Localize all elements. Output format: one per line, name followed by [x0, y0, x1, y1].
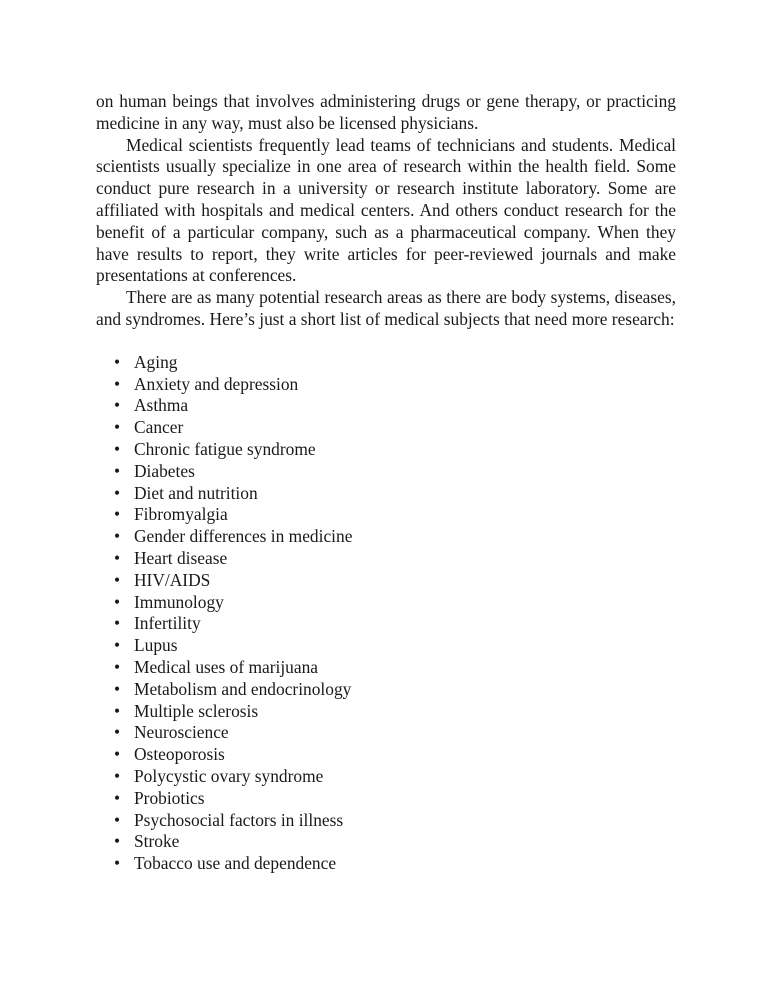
- paragraph-medical-scientists: Medical scientists frequently lead teams of technicians and students. Medical scientists usually specialize in one area of research within the health field. Some conduct pure research in a university or research institute laboratory. Some are affiliated with hospitals and medical centers. And others conduct research for the benefit of a particular company, such as a pharmaceutical company. When they have results to report, they write articles for peer-reviewed journals and make presentations at conferences.: [96, 134, 676, 286]
- list-item: [96, 613, 676, 635]
- paragraph-continuation: on human beings that involves administering drugs or gene therapy, or practicing medicine in any way, must also be licensed physicians.: [96, 91, 676, 133]
- list-item-label: Anxiety and depression: [134, 373, 299, 394]
- list-item: [96, 395, 676, 417]
- bullet-icon: •: [114, 547, 121, 568]
- list-item-label: Diet and nutrition: [134, 482, 258, 503]
- bullet-icon: •: [114, 744, 121, 765]
- list-item: [96, 439, 676, 461]
- list-item-label: Diabetes: [134, 460, 195, 481]
- list-item: [96, 592, 676, 614]
- list-item: [96, 853, 676, 875]
- list-item-label: Heart disease: [134, 547, 228, 568]
- list-item-label: Psychosocial factors in illness: [134, 809, 344, 830]
- list-item-label: Multiple sclerosis: [134, 700, 259, 721]
- bullet-icon: •: [114, 765, 121, 786]
- list-item-label: Osteoporosis: [134, 744, 225, 765]
- list-item: [96, 635, 676, 657]
- list-item-label: Medical uses of marijuana: [134, 656, 318, 677]
- research-subject-list: [96, 352, 676, 875]
- list-item-label: Polycystic ovary syndrome: [134, 765, 324, 786]
- bullet-icon: •: [114, 635, 121, 656]
- bullet-icon: •: [114, 656, 121, 677]
- list-item-label: Metabolism and endocrinology: [134, 678, 352, 699]
- bullet-icon: •: [114, 613, 121, 634]
- list-item: [96, 417, 676, 439]
- list-item: [96, 722, 676, 744]
- list-item: [96, 788, 676, 810]
- list-item: [96, 679, 676, 701]
- list-item-label: Stroke: [134, 831, 180, 852]
- bullet-icon: •: [114, 787, 121, 808]
- paragraph-research-areas: There are as many potential research areas as there are body systems, diseases, and syndromes. Here’s just a short list of medical subjects that need more research:: [96, 287, 676, 329]
- list-item: [96, 744, 676, 766]
- list-item: [96, 701, 676, 723]
- list-item-label: Lupus: [134, 635, 178, 656]
- list-item: [96, 374, 676, 396]
- bullet-icon: •: [114, 526, 121, 547]
- list-item-label: Aging: [134, 351, 178, 372]
- list-item: [96, 526, 676, 548]
- list-item: [96, 570, 676, 592]
- bullet-icon: •: [114, 591, 121, 612]
- bullet-icon: •: [114, 504, 121, 525]
- list-item-label: Tobacco use and dependence: [134, 853, 337, 874]
- bullet-icon: •: [114, 678, 121, 699]
- bullet-icon: •: [114, 438, 121, 459]
- bullet-icon: •: [114, 351, 121, 372]
- document-page: [96, 91, 676, 875]
- list-item-label: Infertility: [134, 613, 201, 634]
- bullet-icon: •: [114, 853, 121, 874]
- bullet-icon: •: [114, 417, 121, 438]
- list-item: [96, 483, 676, 505]
- list-item: [96, 461, 676, 483]
- list-item-label: Neuroscience: [134, 722, 229, 743]
- bullet-icon: •: [114, 482, 121, 503]
- list-item-label: Immunology: [134, 591, 224, 612]
- list-item-label: Gender differences in medicine: [134, 526, 353, 547]
- bullet-icon: •: [114, 395, 121, 416]
- bullet-icon: •: [114, 722, 121, 743]
- list-item-label: Fibromyalgia: [134, 504, 228, 525]
- list-item-label: Probiotics: [134, 787, 205, 808]
- list-item: [96, 766, 676, 788]
- list-item: [96, 504, 676, 526]
- list-item-label: Cancer: [134, 417, 184, 438]
- bullet-icon: •: [114, 831, 121, 852]
- bullet-icon: •: [114, 809, 121, 830]
- bullet-icon: •: [114, 460, 121, 481]
- bullet-icon: •: [114, 700, 121, 721]
- list-item-label: HIV/AIDS: [134, 569, 211, 590]
- list-item-label: Chronic fatigue syndrome: [134, 438, 316, 459]
- bullet-icon: •: [114, 569, 121, 590]
- list-item: [96, 548, 676, 570]
- list-item: [96, 657, 676, 679]
- list-item: [96, 831, 676, 853]
- list-item-label: Asthma: [134, 395, 189, 416]
- list-item: [96, 810, 676, 832]
- list-item: [96, 352, 676, 374]
- bullet-icon: •: [114, 373, 121, 394]
